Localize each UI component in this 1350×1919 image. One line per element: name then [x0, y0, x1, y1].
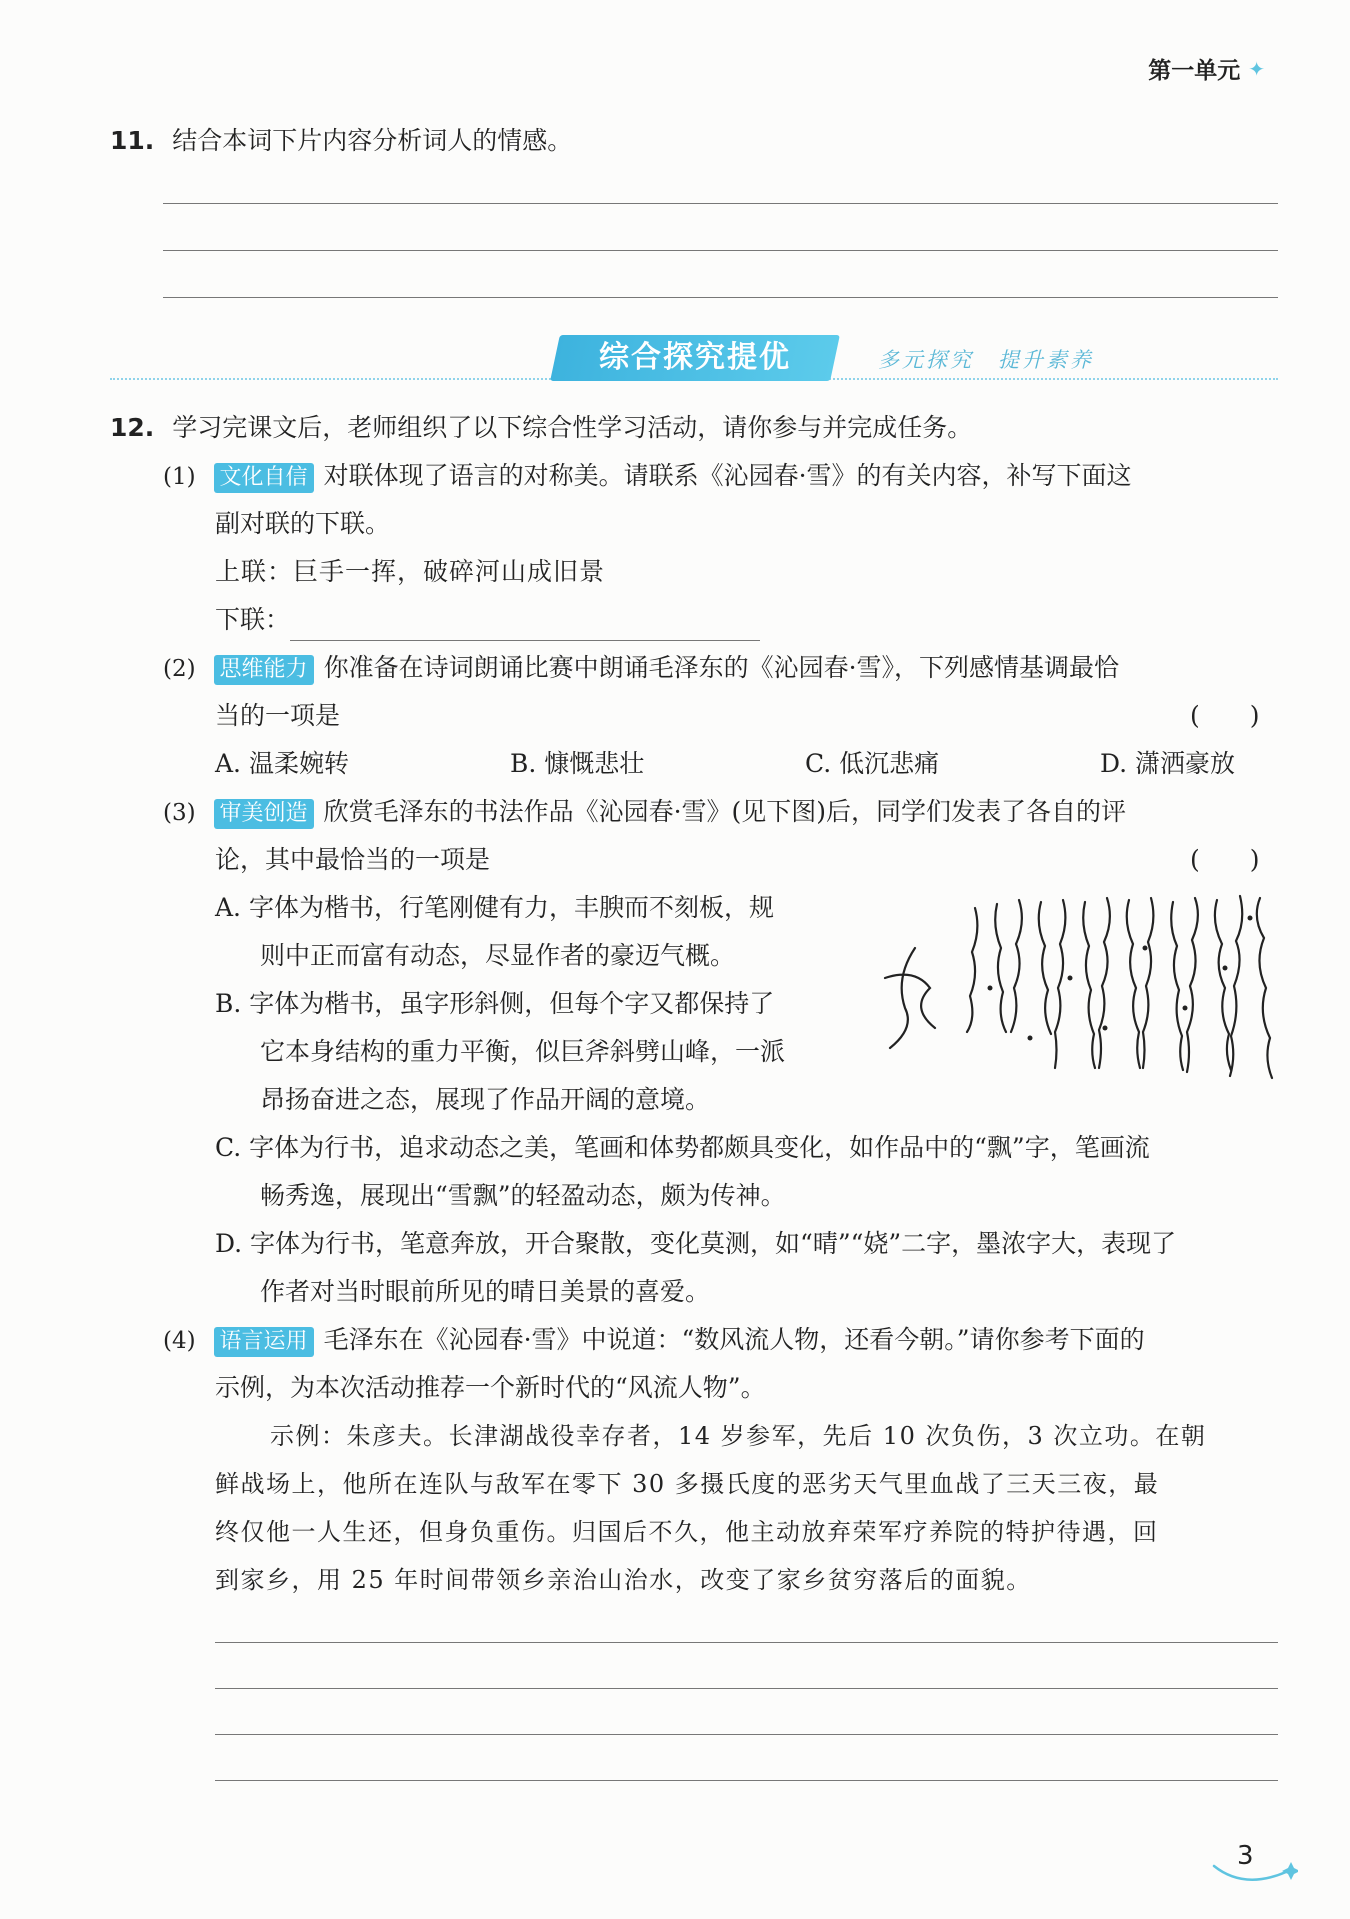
- subquestion-2: [163, 644, 1119, 693]
- option-a[interactable]: A. 字体为楷书，行笔刚健有力，丰腴而不刻板，规: [215, 893, 774, 922]
- upper-couplet: 上联：巨手一挥，破碎河山成旧景: [215, 557, 606, 586]
- subquestion-1: [163, 452, 1132, 501]
- option-b[interactable]: B. 慷慨悲壮: [510, 749, 645, 778]
- answer-line[interactable]: [163, 297, 1278, 298]
- option-c[interactable]: C. 低沉悲痛: [805, 749, 940, 778]
- option-c[interactable]: C. 字体为行书，追求动态之美，笔画和体势都颇具变化，如作品中的“飘”字，笔画流: [215, 1133, 1150, 1162]
- tag-badge: 思维能力: [214, 655, 314, 685]
- question-number: 12.: [110, 413, 155, 442]
- subquestion-text-cont: 副对联的下联。: [215, 509, 391, 538]
- example-text: 示例：朱彦夫。长津湖战役幸存者，14 岁参军，先后 10 次负伤，3 次立功。在朝: [270, 1422, 1207, 1450]
- answer-line[interactable]: [163, 203, 1278, 204]
- subquestion-number: (2): [163, 656, 196, 682]
- section-subtitle: 多元探究 提升素养: [878, 348, 1094, 372]
- answer-line[interactable]: [215, 1688, 1278, 1689]
- tag-badge: 语言运用: [214, 1327, 314, 1357]
- answer-bracket[interactable]: ( ): [1190, 845, 1260, 874]
- subquestion-text-cont: 论，其中最恰当的一项是: [215, 845, 491, 874]
- subquestion-text: 对联体现了语言的对称美。请联系《沁园春·雪》的有关内容，补写下面这: [323, 461, 1132, 490]
- option-a-cont: 则中正而富有动态，尽显作者的豪迈气概。: [260, 941, 736, 970]
- subquestion-4: [163, 1316, 1145, 1365]
- option-b-cont: 昂扬奋进之态，展现了作品开阔的意境。: [260, 1085, 711, 1114]
- option-a[interactable]: A. 温柔婉转: [215, 749, 349, 778]
- answer-line[interactable]: [215, 1780, 1278, 1781]
- section-title: 综合探究提优: [599, 340, 791, 375]
- question-11: [110, 117, 572, 165]
- option-d[interactable]: D. 潇洒豪放: [1100, 749, 1236, 778]
- subquestion-number: (1): [163, 464, 196, 490]
- question-number: 11.: [110, 126, 155, 155]
- tag-badge: 文化自信: [214, 463, 314, 493]
- calligraphy-artwork: [855, 888, 1283, 1088]
- sparkle-icon: ✦: [1248, 56, 1265, 81]
- example-text: 终仅他一人生还，但身负重伤。归国后不久，他主动放弃荣军疗养院的特护待遇，回: [215, 1518, 1159, 1546]
- lower-couplet-label: 下联：: [215, 605, 291, 634]
- subquestion-text: 你准备在诗词朗诵比赛中朗诵毛泽东的《沁园春·雪》，下列感情基调最恰: [323, 653, 1120, 682]
- answer-line[interactable]: [163, 250, 1278, 251]
- subquestion-number: (4): [163, 1328, 196, 1354]
- example-text: 鲜战场上，他所在连队与敌军在零下 30 多摄氏度的恶劣天气里血战了三天三夜，最: [215, 1470, 1160, 1498]
- answer-line[interactable]: [215, 1642, 1278, 1643]
- subquestion-text: 欣赏毛泽东的书法作品《沁园春·雪》(见下图)后，同学们发表了各自的评: [323, 797, 1127, 826]
- subquestion-3: [163, 788, 1126, 837]
- question-text: 结合本词下片内容分析词人的情感。: [172, 126, 573, 155]
- subquestion-number: (3): [163, 800, 196, 826]
- option-b[interactable]: B. 字体为楷书，虽字形斜侧，但每个字又都保持了: [215, 989, 775, 1018]
- option-c-cont: 畅秀逸，展现出“雪飘”的轻盈动态，颇为传神。: [260, 1181, 786, 1210]
- unit-header: [1148, 52, 1265, 85]
- option-d[interactable]: D. 字体为行书，笔意奔放，开合聚散，变化莫测，如“晴”“娆”二字，墨浓字大，表现了: [215, 1229, 1177, 1258]
- option-b-cont: 它本身结构的重力平衡，似巨斧斜劈山峰，一派: [260, 1037, 786, 1066]
- subquestion-text-cont: 示例，为本次活动推荐一个新时代的“风流人物”。: [215, 1373, 766, 1402]
- answer-bracket[interactable]: ( ): [1190, 701, 1260, 730]
- question-12: [110, 404, 972, 452]
- lower-couplet-input[interactable]: [290, 640, 760, 641]
- example-text: 到家乡，用 25 年时间带领乡亲治山治水，改变了家乡贫穷落后的面貌。: [215, 1566, 1032, 1594]
- question-text: 学习完课文后，老师组织了以下综合性学习活动，请你参与并完成任务。: [172, 413, 973, 442]
- answer-line[interactable]: [215, 1734, 1278, 1735]
- page-swoosh-icon: [1210, 1858, 1298, 1886]
- subquestion-text-cont: 当的一项是: [215, 701, 341, 730]
- subquestion-text: 毛泽东在《沁园春·雪》中说道：“数风流人物，还看今朝。”请你参考下面的: [323, 1325, 1145, 1354]
- option-d-cont: 作者对当时眼前所见的晴日美景的喜爱。: [260, 1277, 711, 1306]
- unit-label: 第一单元: [1148, 58, 1241, 84]
- page-number: 3: [1237, 1841, 1254, 1871]
- tag-badge: 审美创造: [214, 799, 314, 829]
